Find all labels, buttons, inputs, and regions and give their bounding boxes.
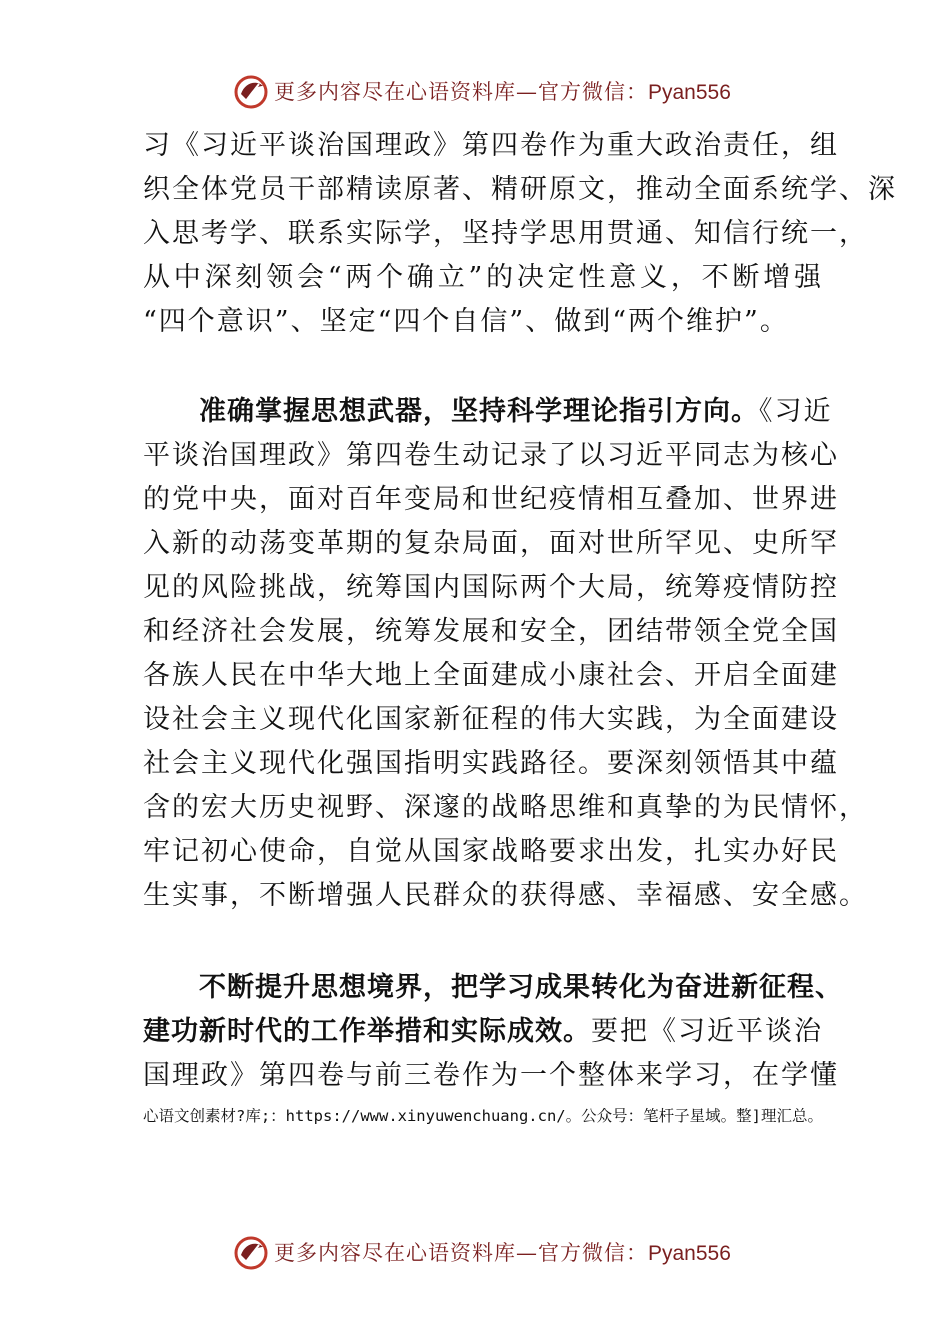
banner-text (274, 1237, 731, 1267)
logo-icon (233, 1235, 269, 1271)
banner-label: 更多内容尽在心语资料库—官方微信： (274, 1241, 648, 1265)
text-line: 入新的动荡变革期的复杂局面，面对世所罕见、史所罕 (143, 528, 839, 559)
text-line: 牢记初心使命，自觉从国家战略要求出发，扎实办好民 (143, 836, 839, 867)
text-line: 习《习近平谈治国理政》第四卷作为重大政治责任，组 (143, 130, 839, 161)
text-line (143, 1010, 823, 1054)
paragraph-3 (143, 966, 843, 1098)
paragraph-1 (143, 124, 897, 344)
text-line: 生实事，不断增强人民群众的获得感、幸福感、安全感。 (143, 880, 868, 911)
text-span: 要把《习近平谈治 (591, 1016, 823, 1047)
text-line: 从中深刻领会“两个确立”的决定性意义，不断增强 (143, 262, 823, 293)
text-line: 设社会主义现代化国家新征程的伟大实践，为全面建设 (143, 704, 839, 735)
text-line: 社会主义现代化强国指明实践路径。要深刻领悟其中蕴 (143, 748, 839, 779)
footer-banner (0, 1233, 950, 1273)
text-line: 的党中央，面对百年变局和世纪疫情相互叠加、世界进 (143, 484, 839, 515)
text-line (143, 390, 833, 434)
text-line: 国理政》第四卷与前三卷作为一个整体来学习，在学懂 (143, 1060, 839, 1091)
paragraph-heading: 准确掌握思想武器，坚持科学理论指引方向。 (199, 396, 759, 427)
text-line: “四个意识”、坚定“四个自信”、做到“两个维护”。 (143, 306, 789, 337)
paragraph-2 (143, 390, 868, 918)
text-line: 含的宏大历史视野、深邃的战略思维和真挚的为民情怀， (143, 792, 868, 823)
paragraph-heading-cont: 建功新时代的工作举措和实际成效。 (143, 1016, 591, 1047)
wechat-id: Pyan556 (648, 1242, 731, 1265)
text-line: 和经济社会发展，统筹发展和安全，团结带领全党全国 (143, 616, 839, 647)
header-banner (0, 72, 950, 112)
banner-label: 更多内容尽在心语资料库—官方微信： (274, 80, 648, 104)
text-line: 见的风险挑战，统筹国内国际两个大局，统筹疫情防控 (143, 572, 839, 603)
wechat-id: Pyan556 (648, 81, 731, 104)
text-line: 入思考学、联系实际学，坚持学思用贯通、知信行统一， (143, 218, 868, 249)
paragraph-heading: 不断提升思想境界，把学习成果转化为奋进新征程、 (199, 972, 843, 1003)
banner-text (274, 76, 731, 106)
footer-watermark: 心语文创素材?库;：https://www.xinyuwenchuang.cn/。公众号：笔杆子星域。整]理汇总。 (143, 1107, 823, 1125)
text-line: 各族人民在中华大地上全面建成小康社会、开启全面建 (143, 660, 839, 691)
text-span: 《习近 (759, 396, 833, 427)
logo-icon (233, 74, 269, 110)
text-line: 平谈治国理政》第四卷生动记录了以习近平同志为核心 (143, 440, 839, 471)
text-line: 织全体党员干部精读原著、精研原文，推动全面系统学、深 (143, 174, 897, 205)
